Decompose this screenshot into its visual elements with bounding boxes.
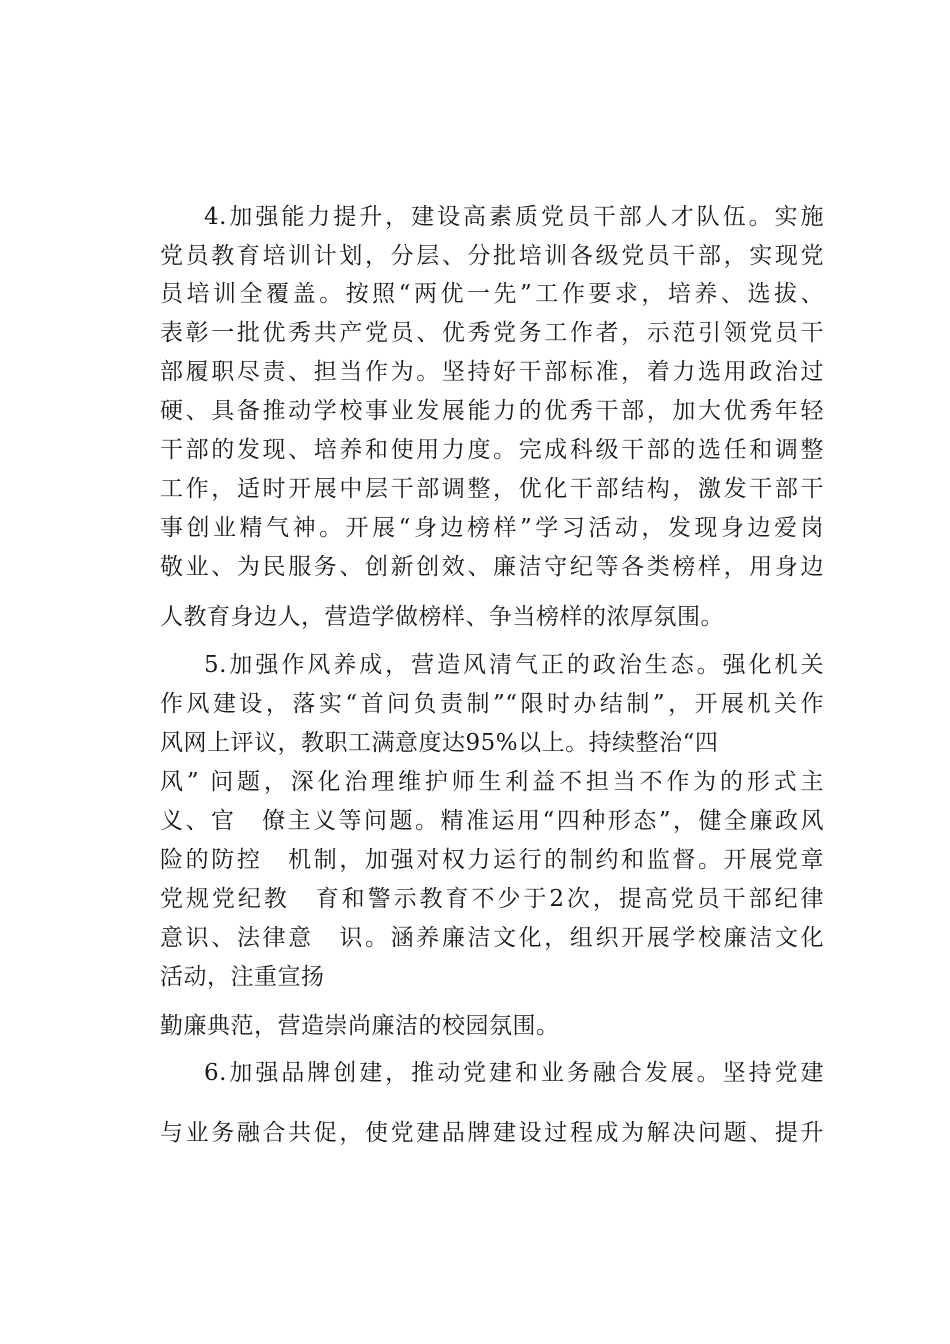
paragraph-5-line-9: 活动，注重宣扬: [160, 964, 325, 990]
paragraph-5-line-4: 风” 问题，深化治理维护师生利益不担当不作为的形式主: [160, 769, 824, 795]
paragraph-4-line-3: 员培训全覆盖。按照“两优一先”工作要求，培养、选拔、: [160, 281, 824, 307]
paragraph-4-line-4: 表彰一批优秀共产党员、优秀党务工作者，示范引领党员干: [160, 320, 824, 346]
paragraph-5-line-3: 风网上评议，教职工满意度达95%以上。持续整治“四: [160, 730, 719, 756]
paragraph-5-line-7: 党规党纪教 育和警示教育不少于2次，提高党员干部纪律: [160, 886, 824, 912]
paragraph-6-line-2: 与业务融合共促，使党建品牌建设过程成为解决问题、提升: [160, 1120, 824, 1146]
paragraph-4-line-9: 事创业精气神。开展“身边榜样”学习活动，发现身边爱岗: [160, 515, 824, 541]
paragraph-5-line-6: 险的防控 机制，加强对权力运行的制约和监督。开展党章: [160, 847, 824, 873]
paragraph-4-line-7: 干部的发现、培养和使用力度。完成科级干部的选任和调整: [160, 437, 824, 463]
paragraph-4-line-1: 4.加强能力提升，建设高素质党员干部人才队伍。实施: [204, 204, 824, 230]
paragraph-6-line-1: 6.加强品牌创建，推动党建和业务融合发展。坚持党建: [204, 1060, 824, 1086]
paragraph-4-line-8: 工作，适时开展中层干部调整，优化干部结构，激发干部干: [160, 476, 824, 502]
paragraph-4-line-6: 硬、具备推动学校事业发展能力的优秀干部，加大优秀年轻: [160, 398, 824, 424]
paragraph-5-line-5: 义、官 僚主义等问题。精准运用“四种形态”，健全廉政风: [160, 808, 824, 834]
paragraph-5-line-2: 作风建设，落实“首问负责制”“限时办结制”，开展机关作: [160, 691, 824, 717]
paragraph-5-line-8: 意识、法律意 识。涵养廉洁文化，组织开展学校廉洁文化: [160, 925, 824, 951]
paragraph-4-line-10: 敬业、为民服务、创新创效、廉洁守纪等各类榜样，用身边: [160, 554, 824, 580]
paragraph-4-line-5: 部履职尽责、担当作为。坚持好干部标准，着力选用政治过: [160, 359, 824, 385]
paragraph-5-line-1: 5.加强作风养成，营造风清气正的政治生态。强化机关: [204, 652, 824, 678]
paragraph-4-line-11: 人教育身边人，营造学做榜样、争当榜样的浓厚氛围。: [160, 604, 724, 630]
paragraph-4-line-2: 党员教育培训计划，分层、分批培训各级党员干部，实现党: [160, 243, 824, 269]
paragraph-5-line-10: 勤廉典范，营造崇尚廉洁的校园氛围。: [160, 1013, 560, 1039]
